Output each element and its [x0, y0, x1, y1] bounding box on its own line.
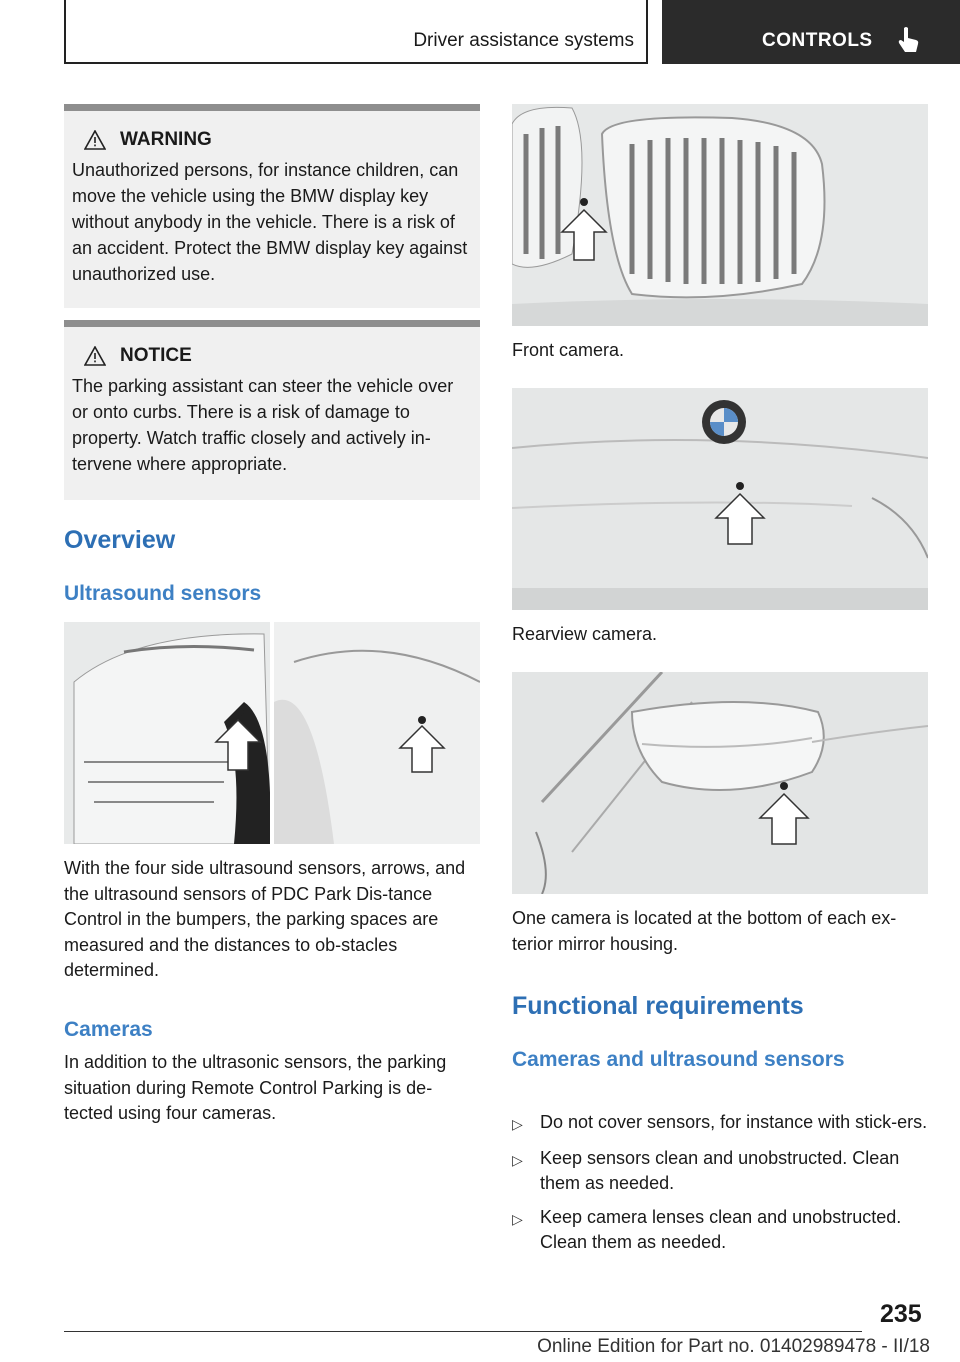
triangle-bullet-icon: ▷ — [512, 1116, 523, 1132]
warning-triangle-icon — [84, 346, 106, 366]
mirror-camera-image — [512, 672, 928, 894]
warning-title: WARNING — [120, 129, 212, 150]
requirements-list — [512, 1110, 928, 1264]
page-number: 235 — [880, 1300, 922, 1328]
list-item: ▷ Do not cover sensors, for instance with stick-ers. — [512, 1110, 928, 1138]
ultrasound-heading: Ultrasound sensors — [64, 582, 262, 605]
footer-divider — [64, 1331, 862, 1332]
cameras-text: In addition to the ultrasonic sensors, the parking situation during Remote Control Parking is de-tected using four cameras. — [64, 1052, 447, 1123]
notice-title: NOTICE — [120, 345, 192, 366]
overview-heading: Overview — [64, 526, 176, 554]
edition-text: Online Edition for Part no. 01402989478 - II/18 — [537, 1336, 930, 1357]
header-section-box — [64, 0, 648, 64]
cameras-sensors-heading: Cameras and ultrasound sensors — [512, 1048, 845, 1071]
cameras-heading: Cameras — [64, 1018, 153, 1041]
rear-camera-image — [512, 388, 928, 610]
warning-triangle-icon — [84, 130, 106, 150]
triangle-bullet-icon: ▷ — [512, 1210, 523, 1227]
ultrasound-sensors-image — [64, 622, 480, 844]
front-camera-caption: Front camera. — [512, 340, 625, 360]
mirror-camera-caption: One camera is located at the bottom of each ex-terior mirror housing. — [512, 908, 897, 954]
rear-camera-caption: Rearview camera. — [512, 624, 658, 644]
requirements-heading: Functional requirements — [512, 992, 804, 1020]
list-item: ▷ Keep camera lenses clean and unobstructed. Clean them as needed. — [512, 1205, 928, 1256]
hand-pointer-icon — [896, 26, 922, 54]
notice-box — [64, 320, 480, 500]
chapter-title: CONTROLS — [762, 30, 873, 51]
notice-text: The parking assistant can steer the vehicle over or onto curbs. There is a risk of damage to property. Watch traffic closely and actively in-tervene where appropriate. — [72, 376, 454, 474]
list-item: ▷ Keep sensors clean and unobstructed. Clean them as needed. — [512, 1146, 928, 1197]
warning-box — [64, 104, 480, 308]
warning-text: Unauthorized persons, for instance children, can move the vehicle using the BMW display key without anybody in the vehicle. There is a risk of an accident. Protect the BMW display key against unauthorized use. — [72, 160, 468, 284]
header-chapter-box — [662, 0, 960, 64]
section-title: Driver assistance systems — [413, 30, 634, 51]
triangle-bullet-icon: ▷ — [512, 1151, 523, 1168]
ultrasound-text: With the four side ultrasound sensors, arrows, and the ultrasound sensors of PDC Park Dis-tance Control in the bumpers, the parking spaces are measured and the distances to ob-stacles determined. — [64, 858, 466, 980]
front-camera-image — [512, 104, 928, 326]
